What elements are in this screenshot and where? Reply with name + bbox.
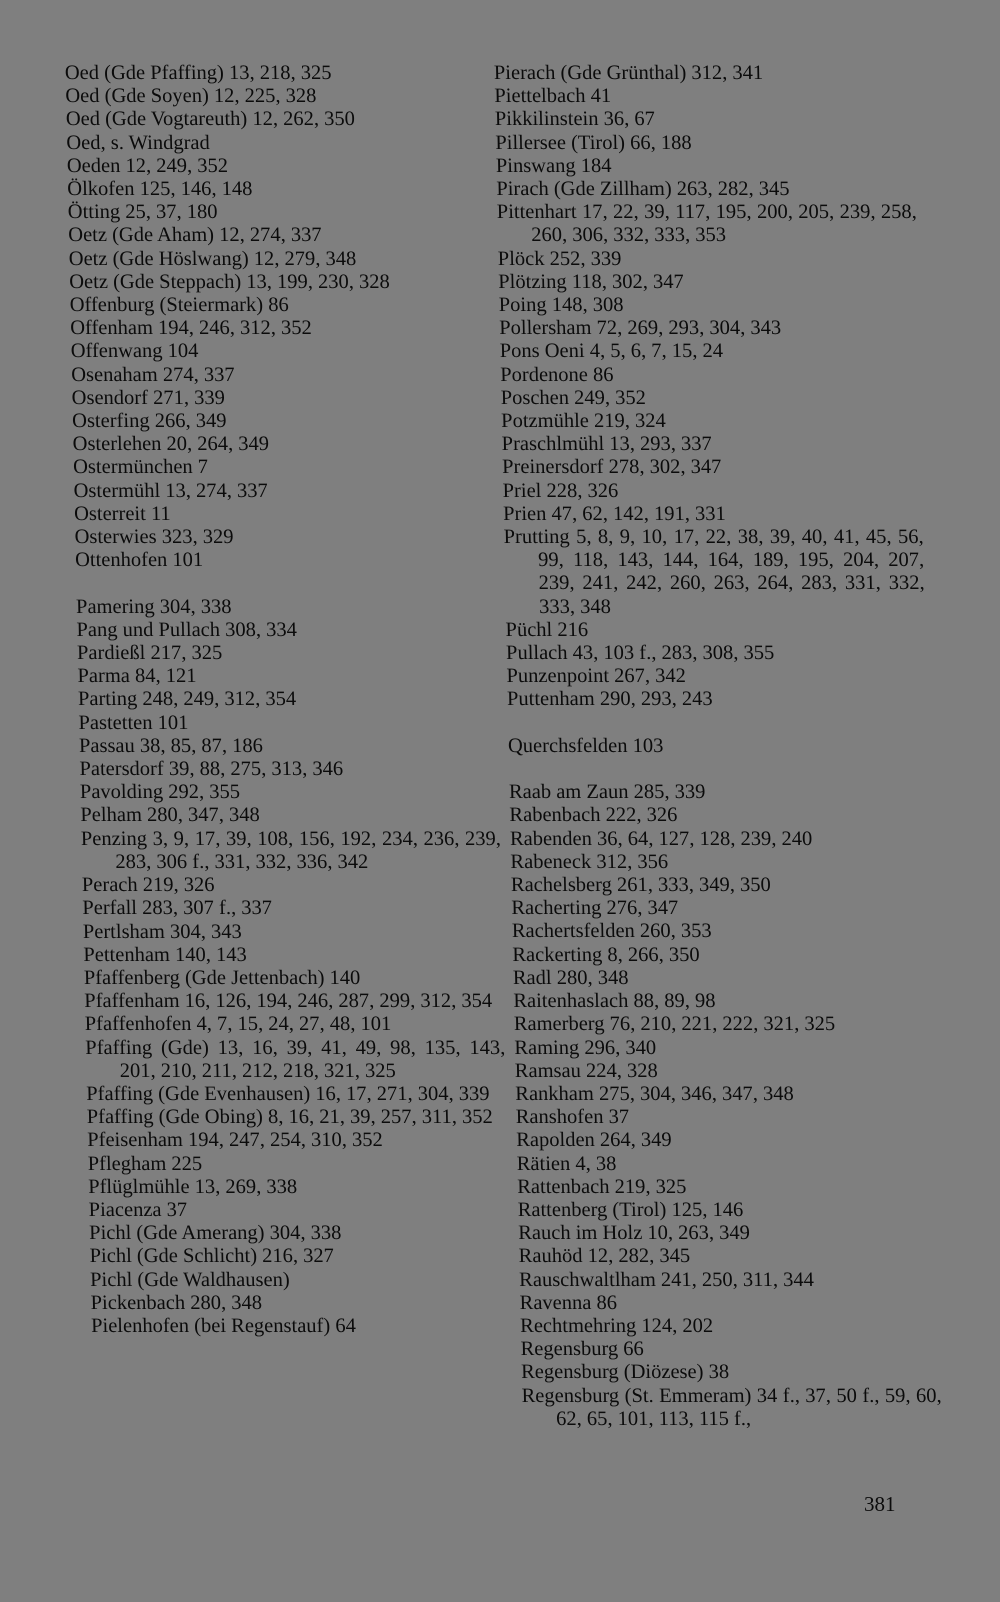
index-entry: Piettelbach 41 [494, 85, 612, 108]
index-entry: Oed (Gde Pfaffing) 13, 218, 325 [64, 62, 332, 84]
index-entry: Parting 248, 249, 312, 354 [77, 688, 297, 711]
index-entry: Parma 84, 121 [77, 665, 197, 688]
index-entry: Regensburg (Diözese) 38 [520, 1361, 730, 1384]
index-entry: Osterwies 323, 329 [74, 526, 234, 549]
index-entry: Pavolding 292, 355 [79, 781, 241, 804]
index-entry: Oetz (Gde Höslwang) 12, 279, 348 [68, 247, 357, 270]
index-entry: Rattenbach 219, 325 [516, 1175, 687, 1198]
index-entry: Pettenham 140, 143 [83, 943, 247, 966]
index-entry: Ramerberg 76, 210, 221, 222, 321, 325 [513, 1013, 836, 1036]
index-entry: Osterfing 266, 349 [71, 410, 227, 433]
index-entry: Oeden 12, 249, 352 [66, 154, 229, 177]
index-entry: Priel 228, 326 [502, 479, 619, 502]
index-entry: Pfaffenberg (Gde Jettenbach) 140 [83, 966, 361, 989]
index-entry: Racherting 276, 347 [511, 897, 679, 920]
index-entry: Raming 296, 340 [514, 1036, 657, 1059]
index-entry: Pielenhofen (bei Regenstauf) 64 [90, 1314, 357, 1337]
index-entry: Pflegham 225 [87, 1152, 203, 1175]
index-entry: Praschlmühl 13, 293, 337 [501, 433, 713, 456]
index-entry: Raitenhaslach 88, 89, 98 [513, 990, 716, 1013]
index-entry: Rabenden 36, 64, 127, 128, 239, 240 [509, 827, 813, 850]
index-entry: Plöck 252, 339 [497, 247, 622, 270]
index-entry: Pierach (Gde Grünthal) 312, 341 [493, 62, 764, 84]
index-entry: Pons Oeni 4, 5, 6, 7, 15, 24 [499, 340, 724, 363]
index-entry: Pillersee (Tirol) 66, 188 [495, 131, 692, 154]
index-entry: Prien 47, 62, 142, 191, 331 [502, 502, 727, 525]
index-entry: Pertlsham 304, 343 [82, 920, 242, 943]
index-entry: Radl 280, 348 [512, 966, 629, 989]
index-entry: Piacenza 37 [88, 1198, 188, 1221]
index-entry: Oed (Gde Vogtareuth) 12, 262, 350 [65, 108, 356, 131]
index-entry: Pfaffing (Gde) 13, 16, 39, 41, 49, 98, 135, 143, 201, 210, 211, 212, 218, 321, 325 [85, 1036, 506, 1082]
index-entry: Rapolden 264, 349 [516, 1129, 672, 1152]
section-gap [507, 712, 927, 735]
index-entry: Rauhöd 12, 282, 345 [518, 1245, 691, 1268]
index-entry: Pelham 280, 347, 348 [80, 804, 261, 827]
page-number: 381 [864, 1492, 896, 1516]
index-column-left [65, 62, 512, 1338]
index-entry: Osendorf 271, 339 [71, 386, 226, 409]
index-entry: Rachertsfelden 260, 353 [511, 920, 712, 943]
index-entry: Rauschwaltlham 241, 250, 311, 344 [518, 1268, 815, 1291]
index-entry: Oed, s. Windgrad [66, 131, 210, 154]
index-entry: Rankham 275, 304, 346, 347, 348 [515, 1082, 794, 1105]
index-entry: Punzenpoint 267, 342 [506, 665, 687, 688]
index-entry: Passau 38, 85, 87, 186 [78, 734, 264, 757]
index-entry: Plötzing 118, 302, 347 [498, 270, 684, 293]
index-entry: Offenwang 104 [70, 340, 199, 363]
index-entry: Pichl (Gde Waldhausen) [89, 1268, 290, 1291]
index-column-right [494, 62, 943, 1431]
section-gap [75, 572, 495, 595]
index-entry: Ottenhofen 101 [74, 549, 204, 572]
index-entry: Ranshofen 37 [515, 1106, 630, 1129]
index-entry: Rabenbach 222, 326 [509, 804, 678, 827]
index-entry: Pirach (Gde Zillham) 263, 282, 345 [496, 178, 790, 201]
index-entry: Osenaham 274, 337 [70, 363, 235, 386]
index-entry: Ölkofen 125, 146, 148 [67, 178, 253, 201]
index-entry: Rätien 4, 38 [516, 1152, 617, 1175]
index-entry: Ötting 25, 37, 180 [67, 201, 218, 224]
index-entry: Pfeisenham 194, 247, 254, 310, 352 [86, 1129, 383, 1152]
index-entry: Pullach 43, 103 f., 283, 308, 355 [505, 642, 775, 665]
index-entry: Osterlehen 20, 264, 349 [72, 433, 270, 456]
index-entry: Perach 219, 326 [81, 874, 215, 897]
index-entry: Rauch im Holz 10, 263, 349 [517, 1222, 751, 1245]
index-entry: Pittenhart 17, 22, 39, 117, 195, 200, 205, 239, 258, 260, 306, 332, 333, 353 [496, 201, 918, 247]
index-entry: Rachelsberg 261, 333, 349, 350 [510, 874, 771, 897]
index-entry: Offenburg (Steiermark) 86 [69, 294, 289, 317]
index-entry: Pfaffenham 16, 126, 194, 246, 287, 299, 312, 354 [84, 990, 493, 1013]
index-entry: Penzing 3, 9, 17, 39, 108, 156, 192, 234, 236, 239, 283, 306 f., 331, 332, 336, 342 [80, 827, 502, 873]
index-entry: Poing 148, 308 [498, 294, 624, 317]
index-entry: Oetz (Gde Steppach) 13, 199, 230, 328 [69, 270, 391, 293]
index-entry: Rackerting 8, 266, 350 [512, 943, 700, 966]
index-entry: Ravenna 86 [519, 1291, 618, 1314]
index-entry: Raab am Zaun 285, 339 [508, 781, 706, 804]
index-entry: Osterreit 11 [73, 502, 171, 525]
index-entry: Ramsau 224, 328 [514, 1059, 658, 1082]
index-entry: Pinswang 184 [495, 154, 612, 177]
index-entry: Pfaffing (Gde Obing) 8, 16, 21, 39, 257, 311, 352 [86, 1106, 493, 1129]
index-entry: Oed (Gde Soyen) 12, 225, 328 [65, 85, 317, 108]
index-entry: Pickenbach 280, 348 [90, 1291, 263, 1314]
index-entry: Patersdorf 39, 88, 275, 313, 346 [79, 758, 344, 781]
index-entry: Pollersham 72, 269, 293, 304, 343 [499, 317, 782, 340]
index-entry: Pichl (Gde Schlicht) 216, 327 [89, 1245, 335, 1268]
index-entry: Pang und Pullach 308, 334 [76, 618, 298, 641]
index-entry: Pamering 304, 338 [75, 595, 232, 618]
index-entry: Pastetten 101 [78, 711, 189, 734]
index-entry: Rabeneck 312, 356 [510, 850, 669, 873]
index-entry: Preinersdorf 278, 302, 347 [501, 456, 722, 479]
index-entry: Rechtmehring 124, 202 [519, 1314, 714, 1337]
index-entry: Prutting 5, 8, 9, 10, 17, 22, 38, 39, 40, 41, 45, 56, 99, 118, 143, 144, 164, 189, 195, 204, 207, 239, 241, 242, 260, 263, 264, 283, 331, 332, 333, 348 [503, 526, 925, 618]
index-entry: Pichl (Gde Amerang) 304, 338 [88, 1222, 342, 1245]
index-entry: Pardießl 217, 325 [76, 642, 223, 665]
index-entry: Pikkilinstein 36, 67 [494, 108, 656, 131]
index-entry: Pordenone 86 [499, 363, 614, 386]
index-entry: Offenham 194, 246, 312, 352 [69, 317, 313, 340]
index-entry: Regensburg 66 [520, 1338, 645, 1361]
index-entry: Poschen 249, 352 [500, 386, 647, 409]
index-entry: Ostermühl 13, 274, 337 [73, 479, 269, 502]
index-entry: Püchl 216 [505, 618, 589, 641]
index-entry: Oetz (Gde Aham) 12, 274, 337 [68, 224, 322, 247]
index-entry: Pfaffing (Gde Evenhausen) 16, 17, 271, 304, 339 [86, 1082, 490, 1105]
index-entry: Pfaffenhofen 4, 7, 15, 24, 27, 48, 101 [84, 1013, 392, 1036]
section-gap [508, 758, 928, 781]
index-entry: Regensburg (St. Emmeram) 34 f., 37, 50 f., 59, 60, 62, 65, 101, 113, 115 f., [521, 1384, 942, 1430]
index-entry: Querchsfelden 103 [507, 734, 664, 757]
index-entry: Potzmühle 219, 324 [500, 410, 666, 433]
index-entry: Ostermünchen 7 [72, 456, 209, 479]
index-entry: Puttenham 290, 293, 243 [506, 688, 713, 711]
index-entry: Rattenberg (Tirol) 125, 146 [517, 1198, 744, 1221]
index-entry: Perfall 283, 307 f., 337 [82, 897, 273, 920]
index-entry: Pflüglmühle 13, 269, 338 [87, 1175, 298, 1198]
